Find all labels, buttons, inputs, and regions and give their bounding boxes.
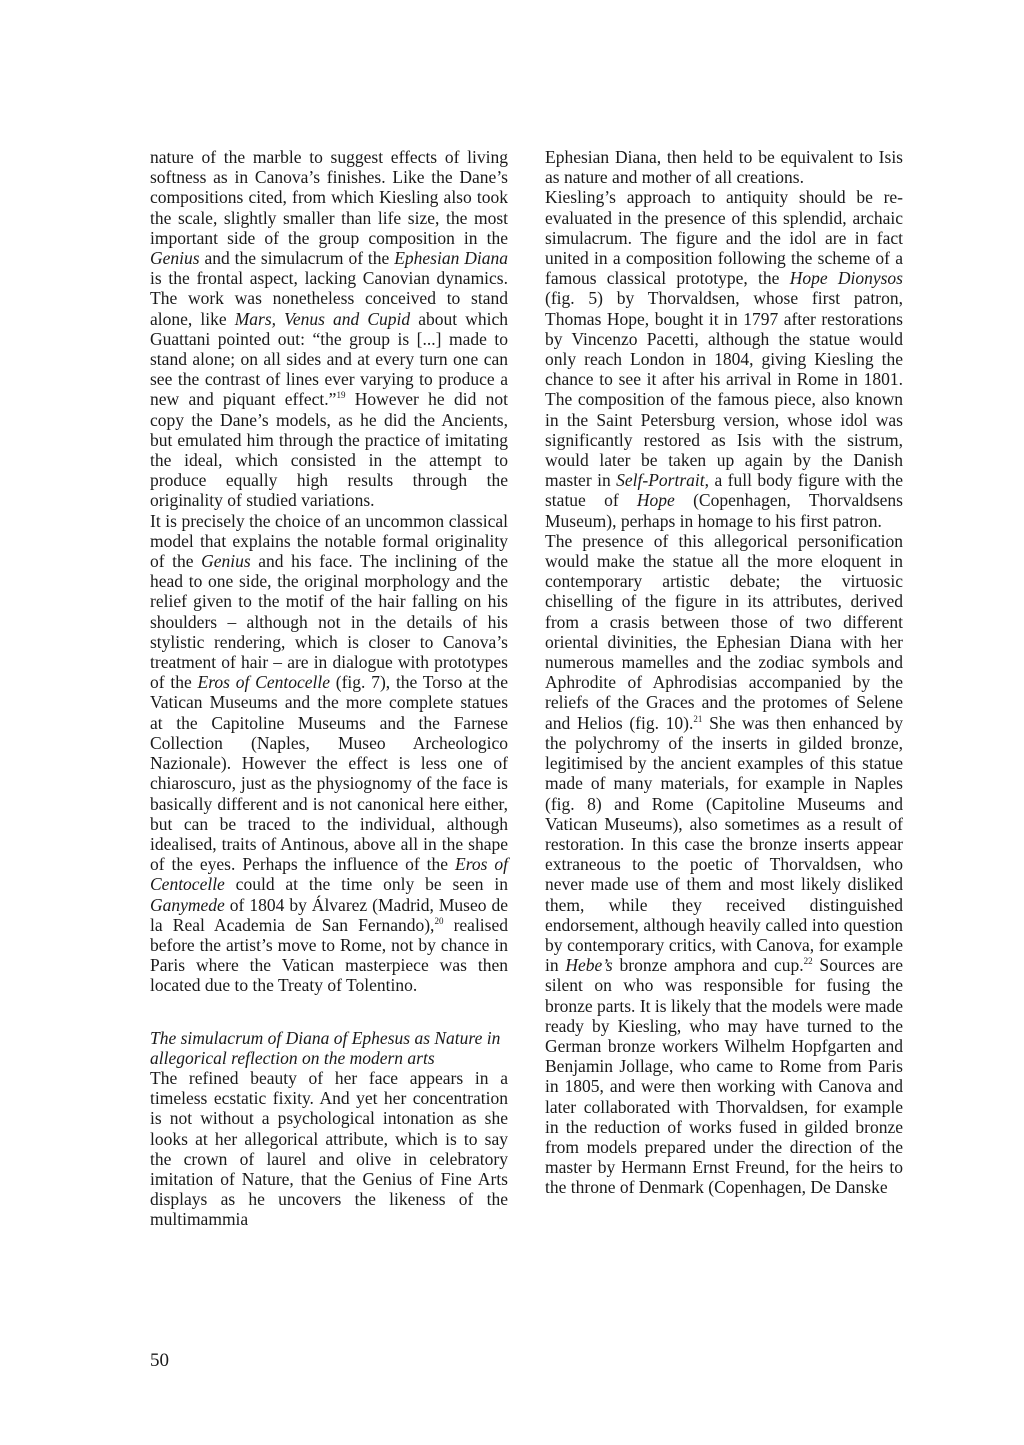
- footnote-ref: 20: [434, 915, 444, 926]
- right-paragraph-1: Ephesian Diana, then held to be equivalent to Isis as nature and mother of all creations.: [545, 147, 903, 188]
- italic-title: Mars, Venus and Cupid: [234, 308, 411, 329]
- right-paragraph-2: Kiesling’s approach to antiquity should be re-evaluated in the presence of this splendid, archaic simulacrum. The figure and the idol are in fact united in a composition following the scheme of a famous classical prototype, the Hope Dionysos (fig. 5) by Thorvaldsen, whose first patron, Thomas Hope, bought it in 1797 after restorations by Vincenzo Pacetti, although the statue would only reach London in 1804, giving Kiesling the chance to see it after his arrival in Rome in 1801. The composition of the famous piece, also known in the Saint Petersburg version, whose idol was significantly restored as Isis with the sistrum, would later be taken up again by the Danish master in Self-Portrait, a full body figure with the statue of Hope (Copenhagen, Thorvaldsens Museum), perhaps in homage to his first patron.: [545, 187, 903, 531]
- italic-title: Hope: [636, 490, 675, 511]
- section-heading: The simulacrum of Diana of Ephesus as Nature in allegorical reflection on the modern arts: [150, 1027, 501, 1068]
- left-paragraph-2: It is precisely the choice of an uncommon classical model that explains the notable formal originality of the Genius and his face. The inclining of the head to one side, the original morphology and the relief given to the motif of the hair falling on his shoulders – although not in the details of his stylistic rendering, which is closer to Canova’s treatment of hair – are in dialogue with prototypes of the Eros of Centocelle (fig. 7), the Torso at the Vatican Museums and the more complete statues at the Capitoline Museums and the Farnese Collection (Naples, Museo Archeologico Nazionale). However the effect is less one of chiaroscuro, just as the physiognomy of the face is basically different and is not canonical here either, but can be traced to the individual, although idealised, traits of Antinous, above all in the shape of the eyes. Perhaps the influence of the Eros of Centocelle could at the time only be seen in Ganymede of 1804 by Álvarez (Madrid, Museo de la Real Academia de San Fernando),$^{20}$ realised before the artist’s move to Rome, not by chance in Paris where the Vatican masterpiece was then located due to the Treaty of Tolentino.: [150, 510, 508, 996]
- italic-title: Eros of Centocelle: [150, 854, 508, 895]
- italic-title: Ganymede: [150, 894, 225, 915]
- right-column: [545, 147, 903, 1198]
- footnote-ref: 21: [693, 713, 703, 724]
- footnote-ref: 22: [803, 956, 813, 967]
- left-paragraph-3: The refined beauty of her face appears in a timeless ecstatic fixity. And yet her concentration is not without a psychological intonation as she looks at her allegorical attribute, which is to say the crown of laurel and olive in celebratory imitation of Nature, that the Genius of Fine Arts displays as he uncovers the likeness of the multimammia: [150, 1067, 508, 1230]
- footnote-ref: 19: [336, 390, 346, 401]
- italic-title: Genius: [201, 551, 251, 572]
- right-paragraph-3: The presence of this allegorical personification would make the statue all the more eloquent in contemporary artistic debate; the virtuosic chiselling of the figure in its attributes, derived from a crasis between those of two different oriental divinities, the Ephesian Diana with her numerous mamelles and the zodiac symbols and Aphrodite of Aphrodisias accompanied by the reliefs of the Graces and the protomes of Selene and Helios (fig. 10).$^{21}$ She was then enhanced by the polychromy of the inserts in gilded bronze, legitimised by the ancient examples of this statue made of many materials, for example in Naples (fig. 8) and Rome (Capitoline Museums and Vatican Museums), also sometimes as a result of restoration. In this case the bronze inserts appear extraneous to the poetic of Thorvaldsen, who never made use of them and most likely disliked them, while they received distinguished endorsement, although heavily called into question by contemporary critics, with Canova, for example in Hebe’s bronze amphora and cup.$^{22}$ Sources are silent on who was responsible for fusing the bronze parts. It is likely that the models were made ready by Kiesling, who may have turned to the German bronze workers Wilhelm Hopfgarten and Benjamin Jollage, who came to Rome from Paris in 1805, and were then working with Canova and later collaborated with Thorvaldsen, for example in the reduction of works fused in gilded bronze from models prepared under the direction of the master by Hermann Ernst Freund, for the heirs to the throne of Denmark (Copenhagen, De Danske: [545, 530, 903, 1198]
- left-column: [150, 147, 508, 1230]
- left-paragraph-1: nature of the marble to suggest effects of living softness as in Canova’s finishes. Like the Dane’s compositions cited, from which Kiesling also took the scale, slightly smaller than life size, the most important side of the group composition in the Genius and the simulacrum of the Ephesian Diana is the frontal aspect, lacking Canovian dynamics. The work was nonetheless conceived to stand alone, like Mars, Venus and Cupid about which Guattani pointed out: “the group is [...] made to stand alone; on all sides and at every turn one can see the contrast of lines ever varying to produce a new and piquant effect.”$^{19}$ However he did not copy the Dane’s models, as he did the Ancients, but emulated him through the practice of imitating the ideal, which consisted in the attempt to produce equally high results through the originality of studied variations.: [150, 147, 509, 511]
- italic-title: Ephesian Diana: [394, 248, 508, 269]
- italic-title: Self-Portrait: [616, 470, 705, 491]
- page-number: 50: [150, 1350, 169, 1371]
- italic-title: Hope Dionysos: [789, 268, 903, 289]
- italic-title: Genius: [150, 248, 200, 269]
- italic-title: Eros of Centocelle: [197, 672, 330, 693]
- italic-title: Hebe’s: [565, 955, 613, 976]
